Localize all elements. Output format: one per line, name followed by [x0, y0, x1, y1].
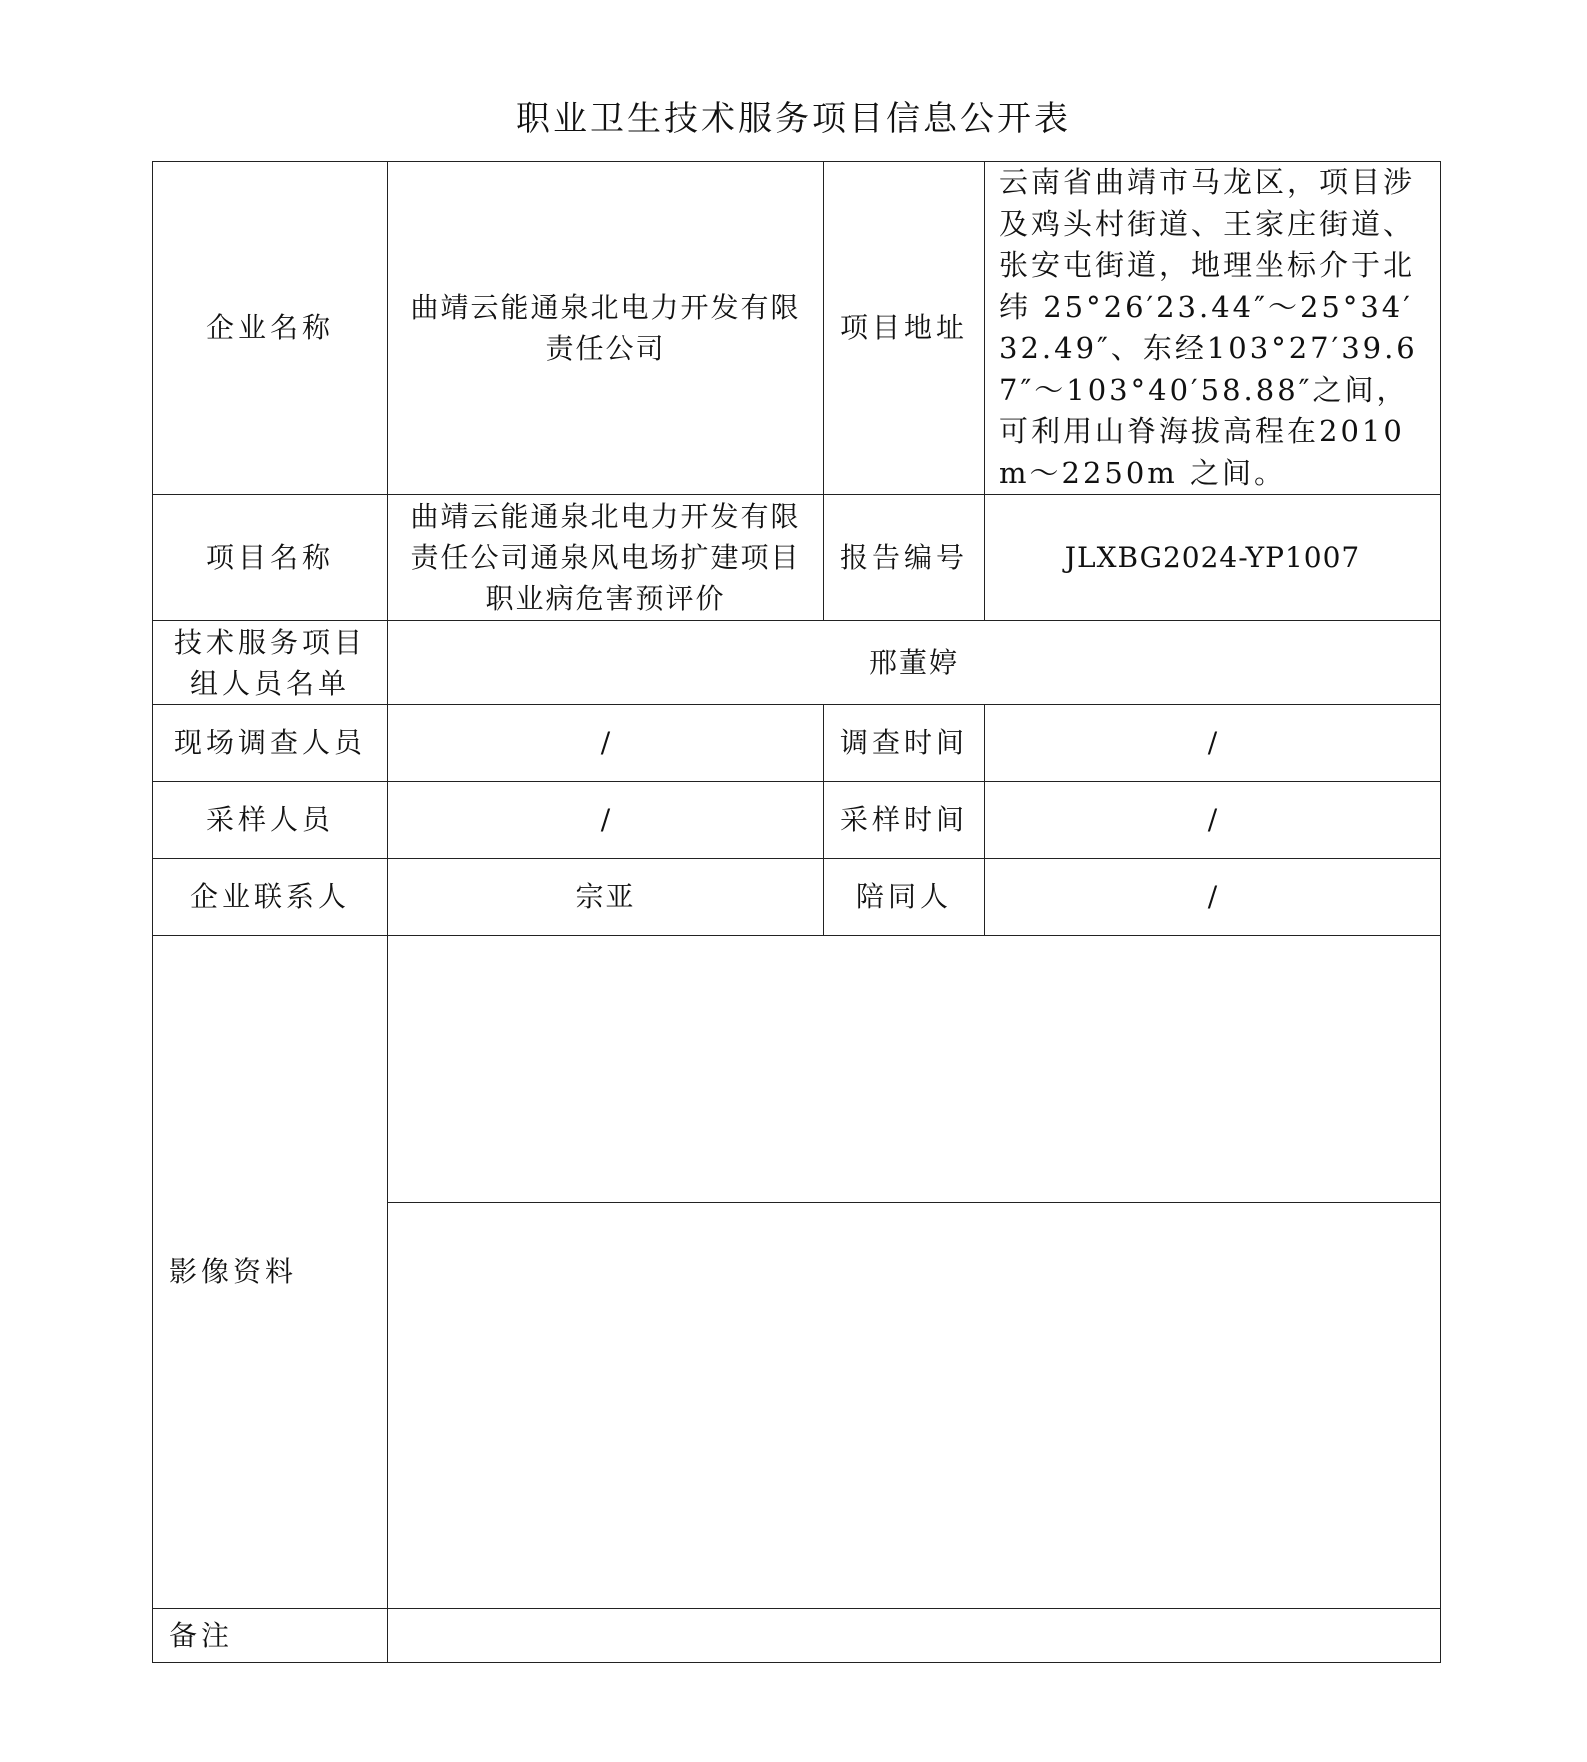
- table-row: [153, 162, 1441, 495]
- image-slot-1: [388, 936, 1441, 1203]
- image-materials-label: 影像资料: [153, 936, 388, 1609]
- table-row: [153, 705, 1441, 782]
- escort-person-label: 陪同人: [824, 859, 985, 936]
- project-name-label: 项目名称: [153, 495, 388, 621]
- company-name-label: 企业名称: [153, 162, 388, 495]
- sampling-time-label: 采样时间: [824, 782, 985, 859]
- survey-time-value: /: [985, 705, 1441, 782]
- image-slot-2: [388, 1203, 1441, 1609]
- report-number-label: 报告编号: [824, 495, 985, 621]
- sampling-staff-label: 采样人员: [153, 782, 388, 859]
- team-members-value: 邢董婷: [388, 621, 1441, 705]
- remarks-label: 备注: [153, 1609, 388, 1663]
- table-row: [153, 859, 1441, 936]
- project-name-value: 曲靖云能通泉北电力开发有限责任公司通泉风电场扩建项目职业病危害预评价: [388, 495, 824, 621]
- escort-person-value: /: [985, 859, 1441, 936]
- sampling-time-value: /: [985, 782, 1441, 859]
- survey-staff-label: 现场调查人员: [153, 705, 388, 782]
- company-name-value: 曲靖云能通泉北电力开发有限责任公司: [388, 162, 824, 495]
- table-row: [153, 782, 1441, 859]
- team-members-label: 技术服务项目组人员名单: [153, 621, 388, 705]
- info-table: [152, 161, 1441, 1663]
- contact-person-label: 企业联系人: [153, 859, 388, 936]
- project-address-label: 项目地址: [824, 162, 985, 495]
- remarks-value: [388, 1609, 1441, 1663]
- project-address-value: 云南省曲靖市马龙区，项目涉及鸡头村街道、王家庄街道、张安屯街道，地理坐标介于北纬 25°26′23.44″～25°34′32.49″、东经103°27′39.67″～103°40′58.88″之间，可利用山脊海拔高程在2010m～2250m 之间。: [985, 162, 1441, 495]
- contact-person-value: 宗亚: [388, 859, 824, 936]
- survey-staff-value: /: [388, 705, 824, 782]
- page-title: 职业卫生技术服务项目信息公开表: [516, 99, 1071, 139]
- survey-time-label: 调查时间: [824, 705, 985, 782]
- table-row: [153, 621, 1441, 705]
- table-row: [153, 495, 1441, 621]
- report-number-value: JLXBG2024-YP1007: [985, 495, 1441, 621]
- table-row: [153, 1609, 1441, 1663]
- table-row: [153, 936, 1441, 1203]
- sampling-staff-value: /: [388, 782, 824, 859]
